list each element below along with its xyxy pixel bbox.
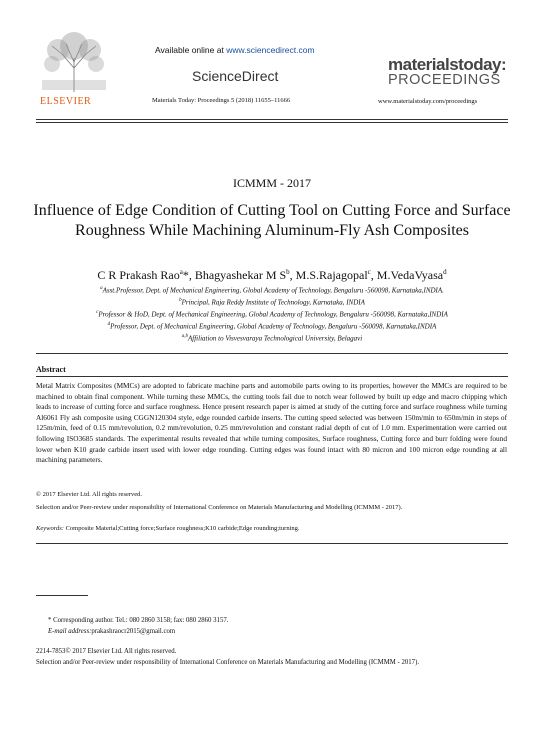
header-rule-2	[36, 122, 508, 123]
author-list	[0, 268, 544, 283]
keywords-rule	[36, 543, 508, 544]
issn-line: 2214-7853© 2017 Elsevier Ltd. All rights reserved.	[36, 648, 177, 655]
available-prefix: Available online at	[155, 45, 227, 55]
header-rule-1	[36, 119, 508, 120]
materials-today-logo	[388, 56, 506, 88]
journal-reference: Materials Today: Proceedings 5 (2018) 11655–11666	[152, 97, 291, 104]
paper-title: Influence of Edge Condition of Cutting Tool on Cutting Force and Surface Roughness While Machining Aluminum-Fly Ash Composites	[33, 202, 511, 239]
keywords-label: Keywords:	[36, 525, 64, 532]
abstract-rule	[36, 376, 508, 377]
section-rule	[36, 353, 508, 354]
author: M.S.Rajagopal$^c$,	[295, 268, 377, 282]
peer-review-line: Selection and/or Peer-review under responsibility of International Conference on Materials Manufacturing and Modelling (ICMMM - 2017).	[36, 504, 403, 511]
copyright-line: © 2017 Elsevier Ltd. All rights reserved.	[36, 491, 143, 498]
sciencedirect-link[interactable]: www.sciencedirect.com	[226, 45, 315, 55]
author: C R Prakash Rao$^a$*,	[97, 268, 195, 282]
affiliation: $^{a,b}$Affiliation to Visvesvaraya Technological University, Belagavi	[181, 334, 363, 343]
corresponding-author: * Corresponding author. Tel.: 080 2860 3158; fax: 080 2860 3157.	[48, 617, 229, 624]
email-address[interactable]: prakashraocr2015@gmail.com	[91, 628, 176, 635]
abstract-heading: Abstract	[36, 365, 66, 374]
mt-logo-bottom: PROCEEDINGS	[388, 72, 501, 88]
affiliation: $^a$Asst.Professor, Dept. of Mechanical Engineering, Global Academy of Technology, Bengaluru -560098, Karnataka,INDIA.	[100, 286, 444, 295]
footer-peer-review: Selection and/or Peer-review under responsibility of International Conference on Materials Manufacturing and Modelling (ICMMM - 2017).	[36, 659, 420, 666]
author: Bhagyashekar M $S^b$,	[194, 268, 296, 282]
mt-logo-top: materialstoday:	[388, 55, 507, 74]
email-line	[48, 628, 175, 635]
journal-url[interactable]: www.materialstoday.com/proceedings	[378, 98, 478, 105]
affiliation: $^c$Professor & HoD, Dept. of Mechanical Engineering, Global Academy of Technology, Bengaluru -560098, Karnataka,INDIA	[96, 310, 448, 319]
conference-name: ICMMM - 2017	[232, 176, 311, 190]
affiliation: $^b$Principal, Raja Reddy Institute of Technology, Karnataka, INDIA	[179, 298, 365, 307]
abstract-text: Metal Matrix Composites (MMCs) are adopted to fabricate machine parts and automobile parts owing to its properties, however the MMCs are required to be machined to obtain final component. While turning these MMCs, the cutting tools fail due to notch wear followed by built up edge and macro chipping which leads to increase of cutting force and surface roughness. Hence present research paper is aimed at study of the cutting force and surface roughness while turning Al6061 Fly ash composite using CGGN120304 style, edge rounded carbide inserts. The cutting speed selected was between 150m/min to 650m/min in steps of 125m/min, feed of 0.15 mm/revolution, 0.2 mm/revolution, 0.25 mm/revolution and constant radial depth of cut of 1.0 mm. Experimentation were carried out following ISO3685 standards. The experimental results revealed that while turning composites, Surface roughness, Cutting force and burr folding were found lower when K10 grade carbide insert used with lower edge rounding. Cutting edges was found intact with 80 micron and 100 micron edge rounding at all machining parameters.	[36, 381, 507, 465]
sciencedirect-wordmark: ScienceDirect	[192, 68, 279, 84]
publisher-name: ELSEVIER	[40, 96, 92, 107]
available-online	[155, 45, 315, 55]
keywords	[36, 525, 300, 532]
footnote-rule	[36, 595, 88, 596]
author: M.VedaVyasa$^d$	[376, 268, 447, 282]
email-label: E-mail address:	[48, 628, 92, 635]
affiliation: $^d$Professor, Dept. of Mechanical Engineering, Global Academy of Technology, Bengaluru -560098, Karnataka,INDIA	[107, 322, 437, 331]
keywords-list: Composite Material;Cutting force;Surface roughness;K10 carbide;Edge rounding;turning.	[63, 525, 300, 532]
